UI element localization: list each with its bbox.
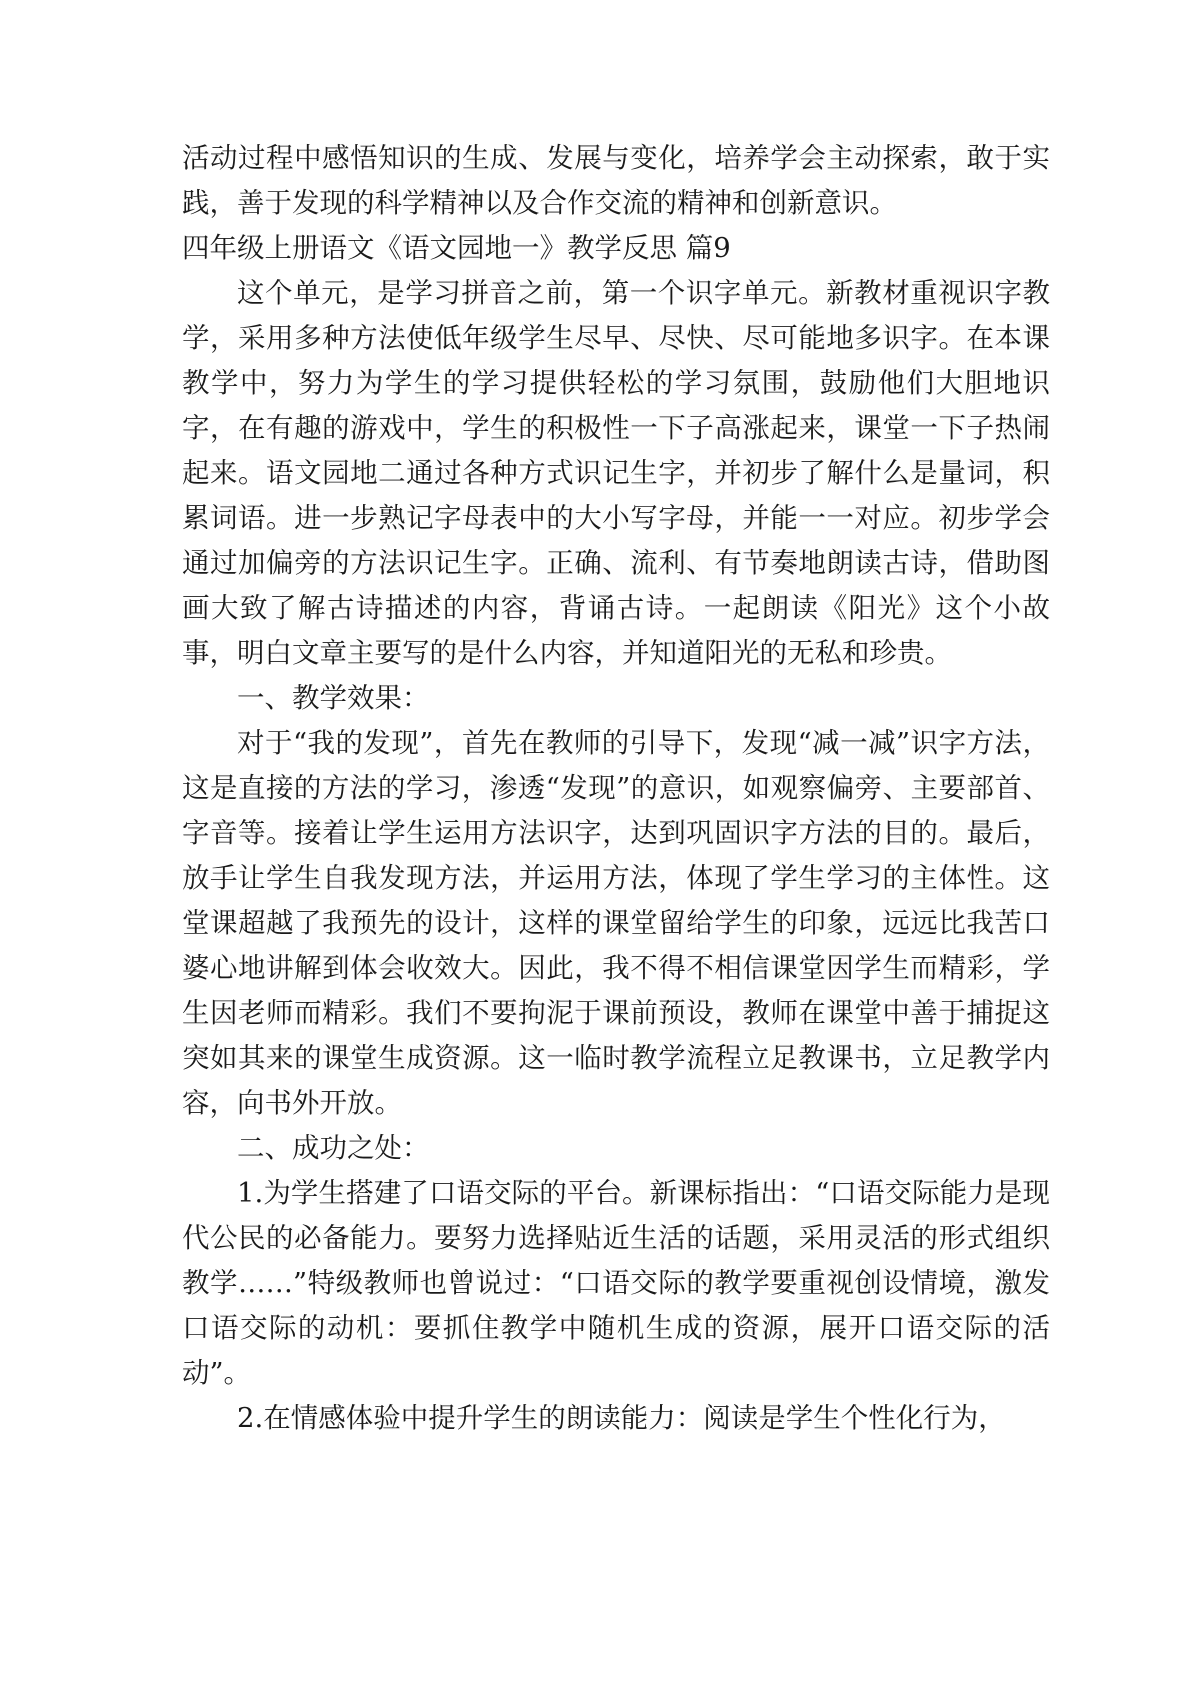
subheading-teaching-effect: 一、教学效果：	[237, 682, 430, 714]
document-body	[182, 136, 1050, 1441]
paragraph-success-2: 2.在情感体验中提升学生的朗读能力：阅读是学生个性化行为，	[237, 1402, 1006, 1434]
paragraph-intro: 这个单元，是学习拼音之前，第一个识字单元。新教材重视识字教学，采用多种方法使低年级学生尽早、尽快、尽可能地多识字。在本课教学中，努力为学生的学习提供轻松的学习氛围，鼓励他们大胆地识字，在有趣的游戏中，学生的积极性一下子高涨起来，课堂一下子热闹起来。语文园地二通过各种方式识记生字，并初步了解什么是量词，积累词语。进一步熟记字母表中的大小写字母，并能一一对应。初步学会通过加偏旁的方法识记生字。正确、流利、有节奏地朗读古诗，借助图画大致了解古诗描述的内容，背诵古诗。一起朗读《阳光》这个小故事，明白文章主要写的是什么内容，并知道阳光的无私和珍贵。	[182, 277, 1050, 669]
section-title: 四年级上册语文《语文园地一》教学反思 篇9	[182, 232, 731, 264]
subheading-successes: 二、成功之处：	[237, 1132, 430, 1164]
paragraph-success-1: 1.为学生搭建了口语交际的平台。新课标指出：“口语交际能力是现代公民的必备能力。要努力选择贴近生活的话题，采用灵活的形式组织教学……”特级教师也曾说过：“口语交际的教学要重视创设情境，激发口语交际的动机：要抓住教学中随机生成的资源，展开口语交际的活动”。	[182, 1177, 1050, 1389]
paragraph-continued-text: 活动过程中感悟知识的生成、发展与变化，培养学会主动探索，敢于实践，善于发现的科学精神以及合作交流的精神和创新意识。	[182, 142, 1050, 219]
paragraph-teaching-effect: 对于“我的发现”，首先在教师的引导下，发现“减一减”识字方法，这是直接的方法的学习，渗透“发现”的意识，如观察偏旁、主要部首、字音等。接着让学生运用方法识字，达到巩固识字方法的目的。最后，放手让学生自我发现方法，并运用方法，体现了学生学习的主体性。这堂课超越了我预先的设计，这样的课堂留给学生的印象，远远比我苦口婆心地讲解到体会收效大。因此，我不得不相信课堂因学生而精彩，学生因老师而精彩。我们不要拘泥于课前预设，教师在课堂中善于捕捉这突如其来的课堂生成资源。这一临时教学流程立足教课书，立足教学内容，向书外开放。	[182, 727, 1050, 1119]
